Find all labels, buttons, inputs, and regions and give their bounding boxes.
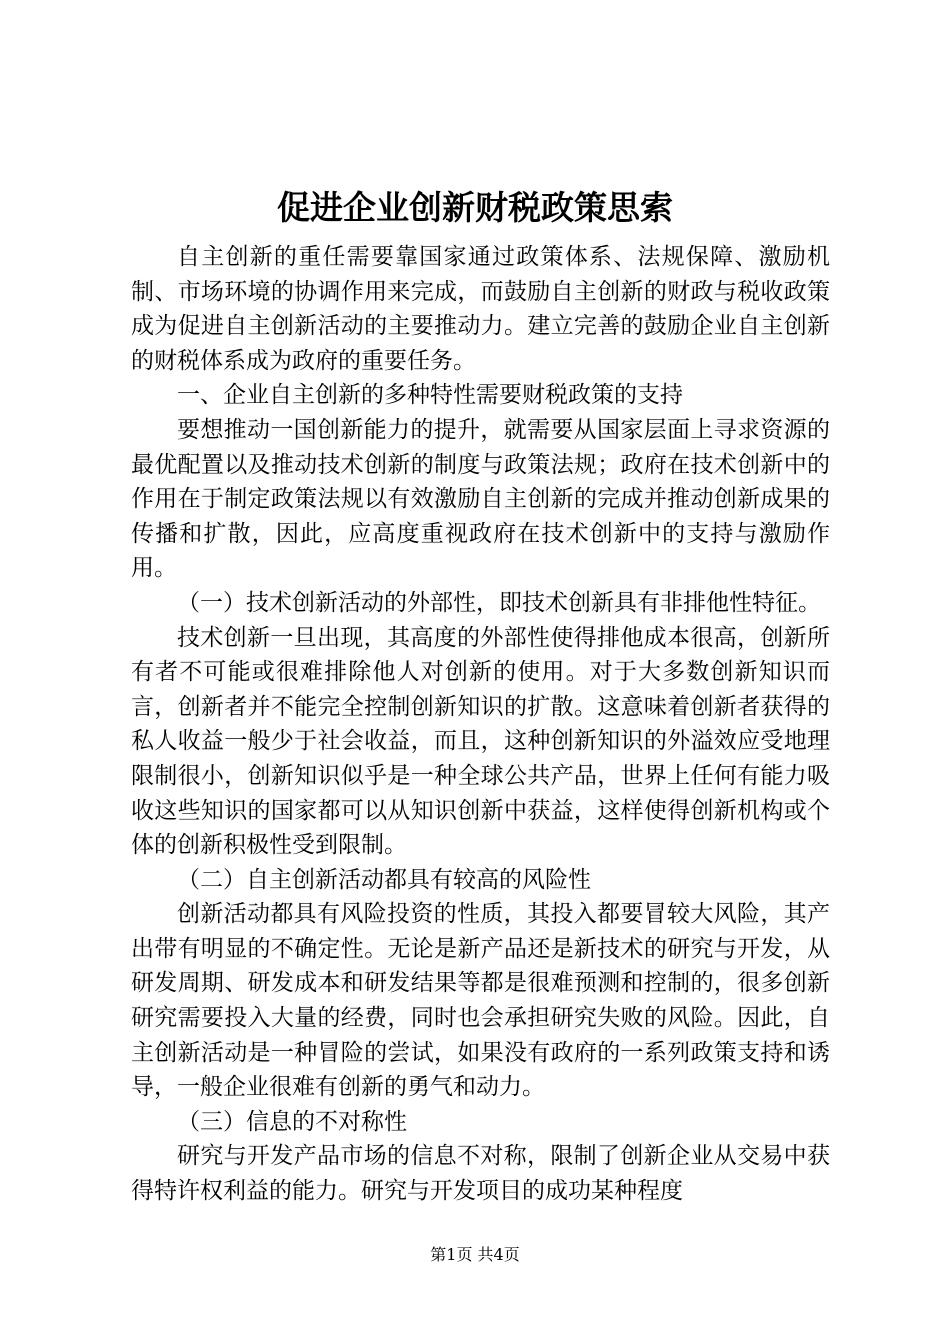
paragraph-intro: 自主创新的重任需要靠国家通过政策体系、法规保障、激励机制、市场环境的协调作用来完成，而鼓励自主创新的财政与税收政策成为促进自主创新活动的主要推动力。建立完善的鼓励企业自主创新的财税体系成为政府的重要任务。 <box>131 244 830 374</box>
subsection-heading-2: （二）自主创新活动都具有较高的风险性 <box>177 866 591 893</box>
paragraph-externality: 技术创新一旦出现，其高度的外部性使得排他成本很高，创新所有者不可能或很难排除他人对创新的使用。对于大多数创新知识而言，创新者并不能完全控制创新知识的扩散。这意味着创新者获得的私人收益一般少于社会收益，而且，这种创新知识的外溢效应受地理限制很小，创新知识似乎是一种全球公共产品，世界上任何有能力吸收这些知识的国家都可以从知识创新中获益，这样使得创新机构或个体的创新积极性受到限制。 <box>131 624 830 859</box>
document-body <box>131 240 830 1209</box>
paragraph-risk: 创新活动都具有风险投资的性质，其投入都要冒较大风险，其产出带有明显的不确定性。无论是新产品还是新技术的研究与开发，从研发周期、研发成本和研发结果等都是很难预测和控制的，很多创新研究需要投入大量的经费，同时也会承担研究失败的风险。因此，自主创新活动是一种冒险的尝试，如果没有政府的一系列政策支持和诱导，一般企业很难有创新的勇气和动力。 <box>131 901 830 1101</box>
subsection-heading-1: （一）技术创新活动的外部性，即技术创新具有非排他性特征。 <box>177 589 821 616</box>
paragraph-section-1: 要想推动一国创新能力的提升，就需要从国家层面上寻求资源的最优配置以及推动技术创新的制度与政策法规；政府在技术创新中的作用在于制定政策法规以有效激励自主创新的完成并推动创新成果的传播和扩散，因此，应高度重视政府在技术创新中的支持与激励作用。 <box>131 416 830 582</box>
document-title: 促进企业创新财税政策思索 <box>277 188 673 227</box>
paragraph-asymmetry: 研究与开发产品市场的信息不对称，限制了创新企业从交易中获得特许权利益的能力。研究与开发项目的成功某种程度 <box>131 1143 830 1205</box>
section-heading-1: 一、企业自主创新的多种特性需要财税政策的支持 <box>177 382 683 409</box>
page-footer: 第1页 共4页 <box>430 1245 520 1264</box>
subsection-heading-3: （三）信息的不对称性 <box>177 1108 407 1135</box>
